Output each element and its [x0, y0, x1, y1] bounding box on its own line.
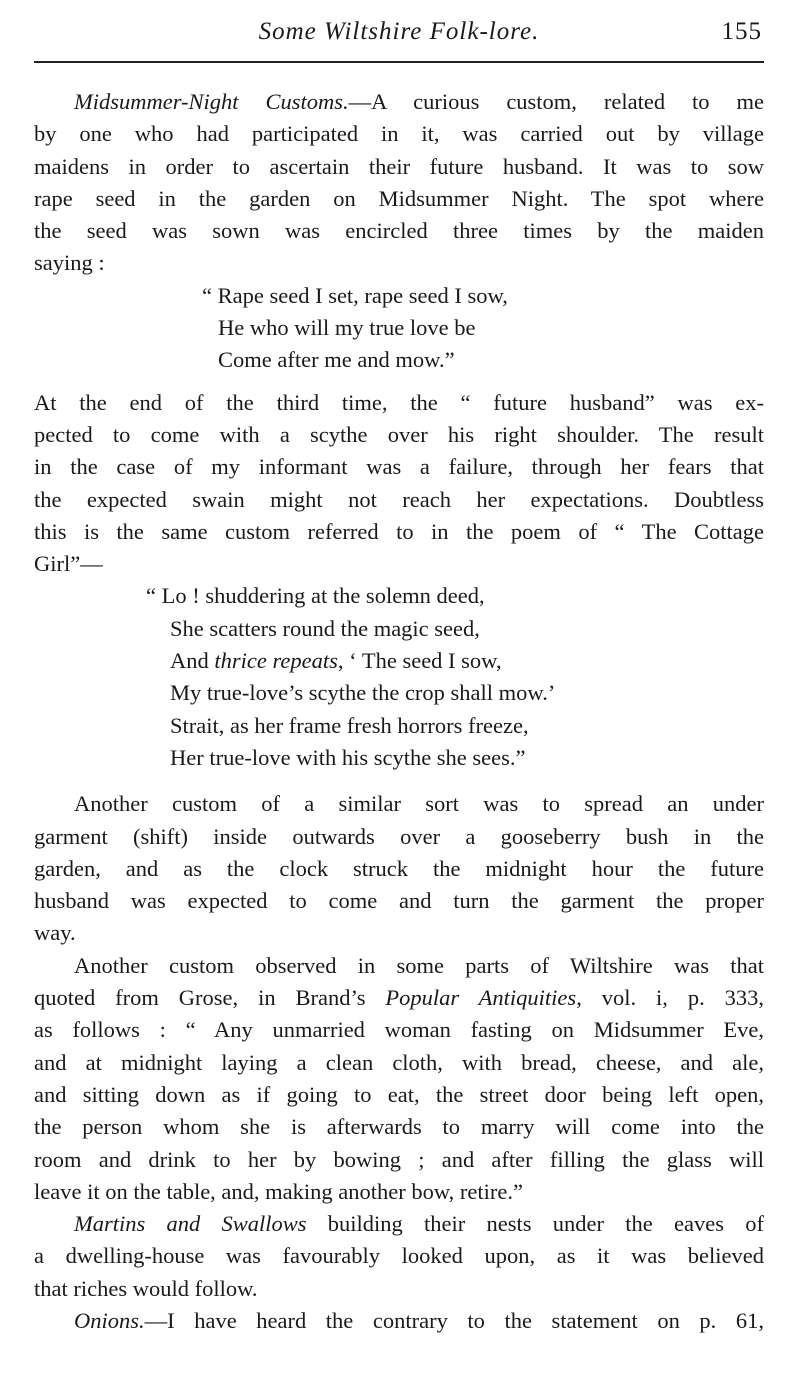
verse-line: My true-love’s scythe the crop shall mow.’	[170, 680, 556, 706]
paragraph-martins-swallows	[34, 1208, 764, 1305]
paragraph-third-time	[34, 387, 764, 581]
text-line: leave it on the table, and, making another bow, retire.”	[34, 1178, 523, 1204]
verse-line: Strait, as her frame fresh horrors freeze,	[170, 712, 529, 738]
text-line: the expected swain might not reach her expectations. Doubtless	[34, 486, 764, 512]
verse-line: Her true-love with his scythe she sees.”	[170, 744, 526, 770]
text-line: garden, and as the clock struck the midnight hour the future	[34, 855, 764, 881]
running-title: Some Wiltshire Folk-lore.	[258, 18, 540, 45]
text-line: Girl”—	[34, 551, 103, 577]
text-line: way.	[34, 920, 76, 946]
body-text	[34, 86, 764, 1337]
paragraph-grose	[34, 950, 764, 1208]
verse-cottage-girl	[34, 580, 764, 774]
section-heading: Martins and Swallows	[74, 1211, 307, 1237]
section-heading: Onions.	[74, 1307, 145, 1333]
header-rule	[34, 61, 764, 63]
text-line: and at midnight laying a clean cloth, with bread, cheese, and ale,	[34, 1049, 764, 1075]
text-line: as follows : “ Any unmarried woman fasting on Midsummer Eve,	[34, 1017, 764, 1043]
text-line: husband was expected to come and turn the garment the proper	[34, 888, 764, 914]
text-line: room and drink to her by bowing ; and after filling the glass will	[34, 1146, 764, 1172]
text-line: saying :	[34, 250, 105, 276]
text-line: quoted from Grose, in Brand’s Popular Antiquities, vol. i, p. 333,	[34, 985, 764, 1011]
text-line: maidens in order to ascertain their future husband. It was to sow	[34, 153, 764, 179]
book-title: Popular Antiquities	[385, 985, 577, 1011]
verse-line: And thrice repeats, ‘ The seed I sow,	[170, 648, 502, 674]
verse-line: Come after me and mow.”	[218, 347, 455, 373]
text-line: Midsummer-Night Customs.—A curious custom, related to me	[74, 89, 765, 114]
text-line: Another custom of a similar sort was to spread an under	[74, 791, 764, 817]
paragraph-onions	[34, 1305, 764, 1337]
paragraph-under-garment	[34, 788, 764, 949]
text-line: that riches would follow.	[34, 1275, 258, 1301]
text-line: by one who had participated in it, was carried out by village	[34, 121, 764, 147]
verse-line: He who will my true love be	[218, 315, 476, 341]
text-line: the person whom she is afterwards to marry will come into the	[34, 1114, 764, 1140]
verse-line: She scatters round the magic seed,	[170, 615, 480, 641]
text-line: At the end of the third time, the “ future husband” was ex-	[34, 389, 764, 415]
text-line: Martins and Swallows building their nests under the eaves of	[74, 1211, 764, 1237]
text-line: rape seed in the garden on Midsummer Night. The spot where	[34, 185, 764, 211]
text-line: a dwelling-house was favourably looked upon, as it was believed	[34, 1243, 764, 1269]
text-line: the seed was sown was encircled three times by the maiden	[34, 218, 764, 244]
text-line: pected to come with a scythe over his right shoulder. The result	[34, 421, 764, 447]
paragraph-midsummer-customs	[34, 86, 764, 280]
text-line: Another custom observed in some parts of Wiltshire was that	[74, 952, 764, 978]
text-line: and sitting down as if going to eat, the street door being left open,	[34, 1081, 764, 1107]
section-heading: Midsummer-Night Customs.	[74, 89, 349, 114]
page-header	[34, 14, 764, 50]
page-number: 155	[721, 18, 762, 45]
text-line: Onions.—I have heard the contrary to the statement on p. 61,	[74, 1307, 764, 1333]
text-line: garment (shift) inside outwards over a gooseberry bush in the	[34, 823, 764, 849]
text-line: this is the same custom referred to in the poem of “ The Cottage	[34, 518, 764, 544]
verse-rape-seed	[34, 280, 764, 377]
verse-line: “ Lo ! shuddering at the solemn deed,	[146, 583, 485, 609]
text-line: in the case of my informant was a failure, through her fears that	[34, 454, 764, 480]
verse-line: “ Rape seed I set, rape seed I sow,	[202, 282, 508, 308]
